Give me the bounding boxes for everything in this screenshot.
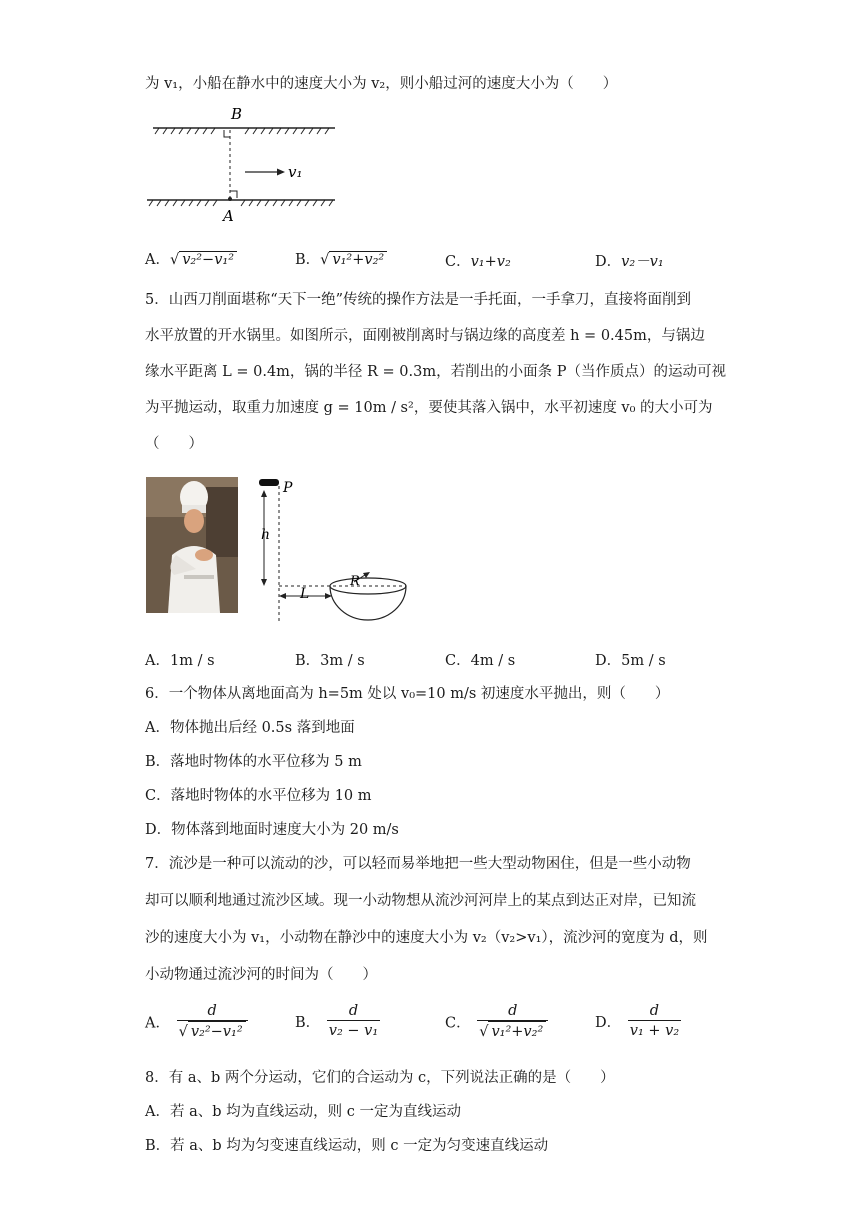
q7-line-3: 沙的速度大小为 v₁，小动物在静沙中的速度大小为 v₂（v₂>v₁），流沙河的宽度为 d，则 [145,930,708,946]
q7-option-d: D． $\frac{d}{\text{v₁ + v₂}}$ [595,1003,680,1039]
q8-option-a: A．若 a、b 均为直线运动，则 c 一定为直线运动 [145,1104,461,1120]
q5-option-b: B．3m / s [295,653,365,669]
q4-label-a: A [223,207,234,225]
q5-line-3: 缘水平距离 L = 0.4m，锅的半径 R = 0.3m，若削出的小面条 P（当作质点）的运动可视 [145,364,726,380]
q5-label-l: L [300,586,310,602]
q7-option-c: C． $\frac{d}{\text{√ v₁²+v₂²}}$ [445,1002,550,1042]
q6-option-b: B．落地时物体的水平位移为 5 m [145,754,362,770]
q4-stem: 为 v₁，小船在静水中的速度大小为 v₂，则小船过河的速度大小为（ ） [145,76,618,92]
q5-label-r: R [350,574,360,589]
q6-option-d: D．物体落到地面时速度大小为 20 m/s [145,822,399,838]
q7-line-1: 7．流沙是一种可以流动的沙，可以轻而易举地把一些大型动物困住，但是一些小动物 [145,856,691,872]
q7-line-4: 小动物通过流沙河的时间为（ ） [145,967,377,983]
q4-label-b: B [231,105,243,123]
q5-option-c: C．4m / s [445,653,516,669]
q4-option-d: D．v₂－v₁ [595,254,664,270]
q8-stem: 8．有 a、b 两个分运动，它们的合运动为 c，下列说法正确的是（ ） [145,1070,615,1086]
q5-line-4: 为平抛运动，取重力加速度 g = 10m / s²，要使其落入锅中，水平初速度 v₀ 的大小可为 [145,400,713,416]
q5-noodle-figure [250,474,410,626]
chef-photo [146,477,238,613]
q4-option-c: C．v₁+v₂ [445,254,511,270]
q5-option-d: D．5m / s [595,653,666,669]
q5-label-h: h [261,527,271,543]
q7-line-2: 却可以顺利地通过流沙区域。现一小动物想从流沙河河岸上的某点到达正对岸，已知流 [145,893,696,909]
q5-line-2: 水平放置的开水锅里。如图所示，面刚被削离时与锅边缘的高度差 h = 0.45m，与锅边 [145,328,705,344]
q6-stem: 6．一个物体从离地面高为 h=5m 处以 v₀=10 m/s 初速度水平抛出，则（ ） [145,686,670,702]
q4-option-a: A．√ v₂²−v₁² [145,248,237,269]
q7-option-b: B． $\frac{d}{\text{v₂ − v₁}}$ [295,1003,379,1039]
q4-label-v1: v₁ [288,163,303,181]
q7-option-a: A． $\frac{d}{\text{√ v₂²−v₁²}}$ [145,1002,250,1042]
q5-line-5: （ ） [145,436,203,452]
q6-option-a: A．物体抛出后经 0.5s 落到地面 [145,720,355,736]
q5-line-1: 5．山西刀削面堪称“天下一绝”传统的操作方法是一手托面，一手拿刀，直接将面削到 [145,292,692,308]
q4-option-b: B．√ v₁²+v₂² [295,248,387,269]
q8-option-b: B．若 a、b 均为匀变速直线运动，则 c 一定为匀变速直线运动 [145,1138,549,1154]
q5-option-a: A．1m / s [145,653,215,669]
q6-option-c: C．落地时物体的水平位移为 10 m [145,788,372,804]
q5-label-p: P [283,480,293,496]
q4-river-figure [145,100,345,225]
